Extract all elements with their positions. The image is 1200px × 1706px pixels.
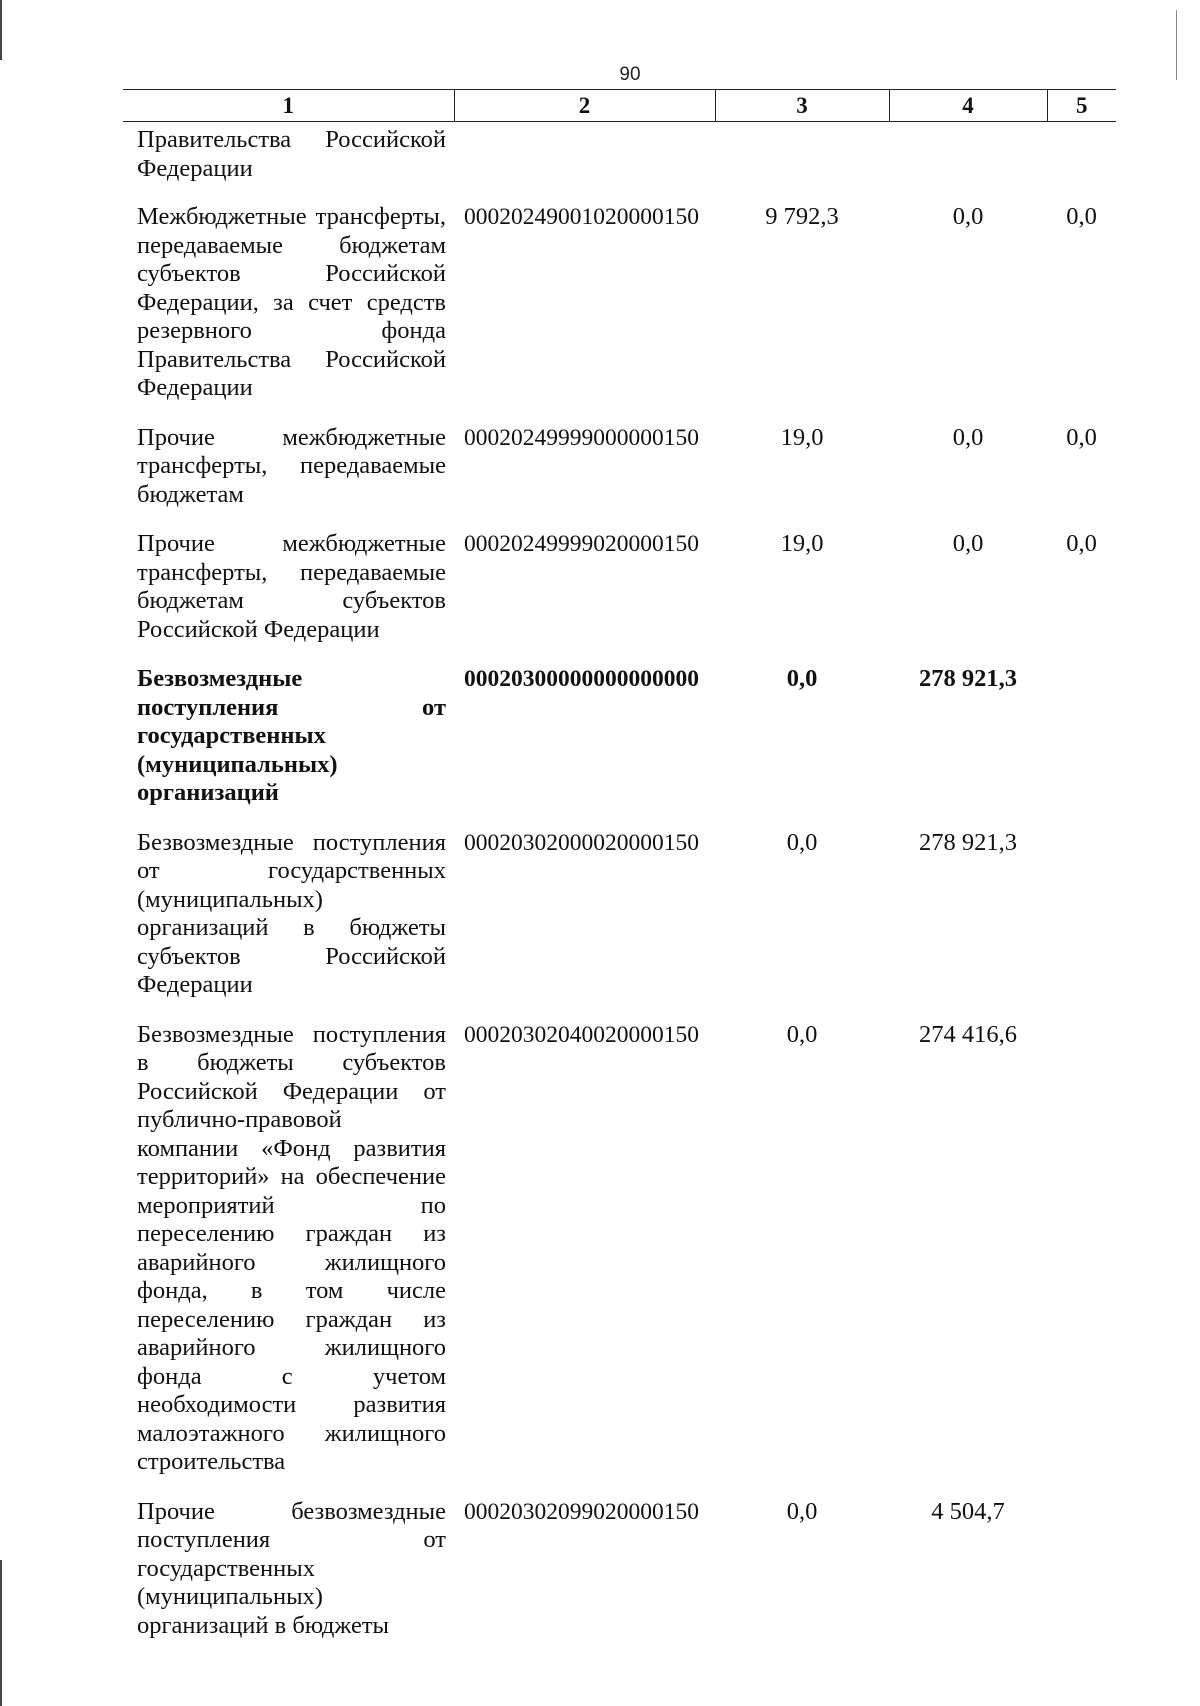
table-row	[123, 1498, 1116, 1662]
row-code: 00020302040020000150	[464, 1021, 699, 1048]
table-row	[123, 203, 1116, 424]
row-code	[454, 122, 715, 204]
row-value-col3: 0,0	[786, 665, 818, 692]
header-col-4: 4	[889, 90, 1047, 122]
row-value-col5	[1047, 1498, 1116, 1662]
row-value-col5	[1047, 665, 1116, 829]
row-name: Правительства Российской Федерации	[137, 126, 446, 182]
row-value-col4: 0,0	[952, 423, 984, 451]
table-row	[123, 665, 1116, 829]
row-name: Прочие безвозмездные поступления от государственных (муниципальных) организаций в бюджеты	[137, 1497, 446, 1639]
row-value-col4: 274 416,6	[919, 1020, 1017, 1048]
row-value-col4	[889, 122, 1047, 204]
row-code: 00020249999020000150	[464, 531, 699, 557]
scan-edge-right	[1176, 10, 1177, 80]
row-value-col3: 0,0	[786, 1497, 818, 1525]
row-code: 00020300000000000000	[464, 666, 699, 692]
header-col-2: 2	[454, 90, 715, 122]
row-value-col5: 0,0	[1066, 530, 1097, 557]
table-row	[123, 829, 1116, 1021]
table-row	[123, 424, 1116, 531]
row-code: 00020249999000000150	[464, 424, 699, 451]
row-code: 00020302099020000150	[464, 1498, 699, 1525]
row-code: 00020302000020000150	[464, 829, 699, 856]
row-name: Безвозмездные поступления от государственных (муниципальных) организаций	[137, 665, 446, 806]
row-value-col4: 0,0	[952, 530, 984, 557]
row-value-col5: 0,0	[1066, 423, 1097, 451]
page-number: 90	[619, 64, 641, 85]
row-name: Межбюджетные трансферты, передаваемые бюджетам субъектов Российской Федерации, за счет средств резервного фонда Правительства Российской Федерации	[137, 203, 446, 401]
row-value-col3: 19,0	[780, 530, 824, 557]
row-value-col5: 0,0	[1066, 203, 1097, 230]
row-value-col5	[1047, 829, 1116, 1021]
row-value-col4: 0,0	[952, 203, 984, 230]
table-row	[123, 122, 1116, 204]
row-value-col4: 278 921,3	[919, 828, 1017, 856]
header-col-1: 1	[123, 90, 454, 122]
budget-table	[123, 89, 1116, 1661]
table-row	[123, 530, 1116, 665]
row-value-col4: 4 504,7	[931, 1497, 1005, 1525]
row-name: Прочие межбюджетные трансферты, передаваемые бюджетам субъектов Российской Федерации	[137, 530, 446, 643]
row-name: Безвозмездные поступления в бюджеты субъектов Российской Федерации от публично-правовой компании «Фонд развития территорий» на обеспечение мероприятий по переселению граждан из аварийного жилищного фонда, в том числе переселению граждан из аварийного жилищного фонда с учетом необходимости развития малоэтажного жилищного строительства	[137, 1020, 446, 1475]
row-value-col5	[1047, 1021, 1116, 1498]
scan-edge-bottom-left	[0, 1560, 2, 1706]
header-col-3: 3	[715, 90, 889, 122]
header-col-5: 5	[1047, 90, 1116, 122]
row-value-col3: 0,0	[786, 1020, 818, 1048]
row-value-col3: 19,0	[780, 423, 824, 451]
row-value-col3: 9 792,3	[765, 203, 839, 230]
row-value-col3: 0,0	[786, 828, 818, 856]
row-value-col4: 278 921,3	[919, 665, 1017, 692]
row-code: 00020249001020000150	[464, 204, 699, 230]
row-name: Безвозмездные поступления от государственных (муниципальных) организаций в бюджеты субъектов Российской Федерации	[137, 828, 446, 998]
row-name: Прочие межбюджетные трансферты, передаваемые бюджетам	[137, 423, 446, 508]
scan-edge-top-left	[0, 0, 2, 60]
row-value-col5	[1047, 122, 1116, 204]
row-value-col3	[715, 122, 889, 204]
table-row	[123, 1021, 1116, 1498]
header-row	[123, 90, 1116, 122]
